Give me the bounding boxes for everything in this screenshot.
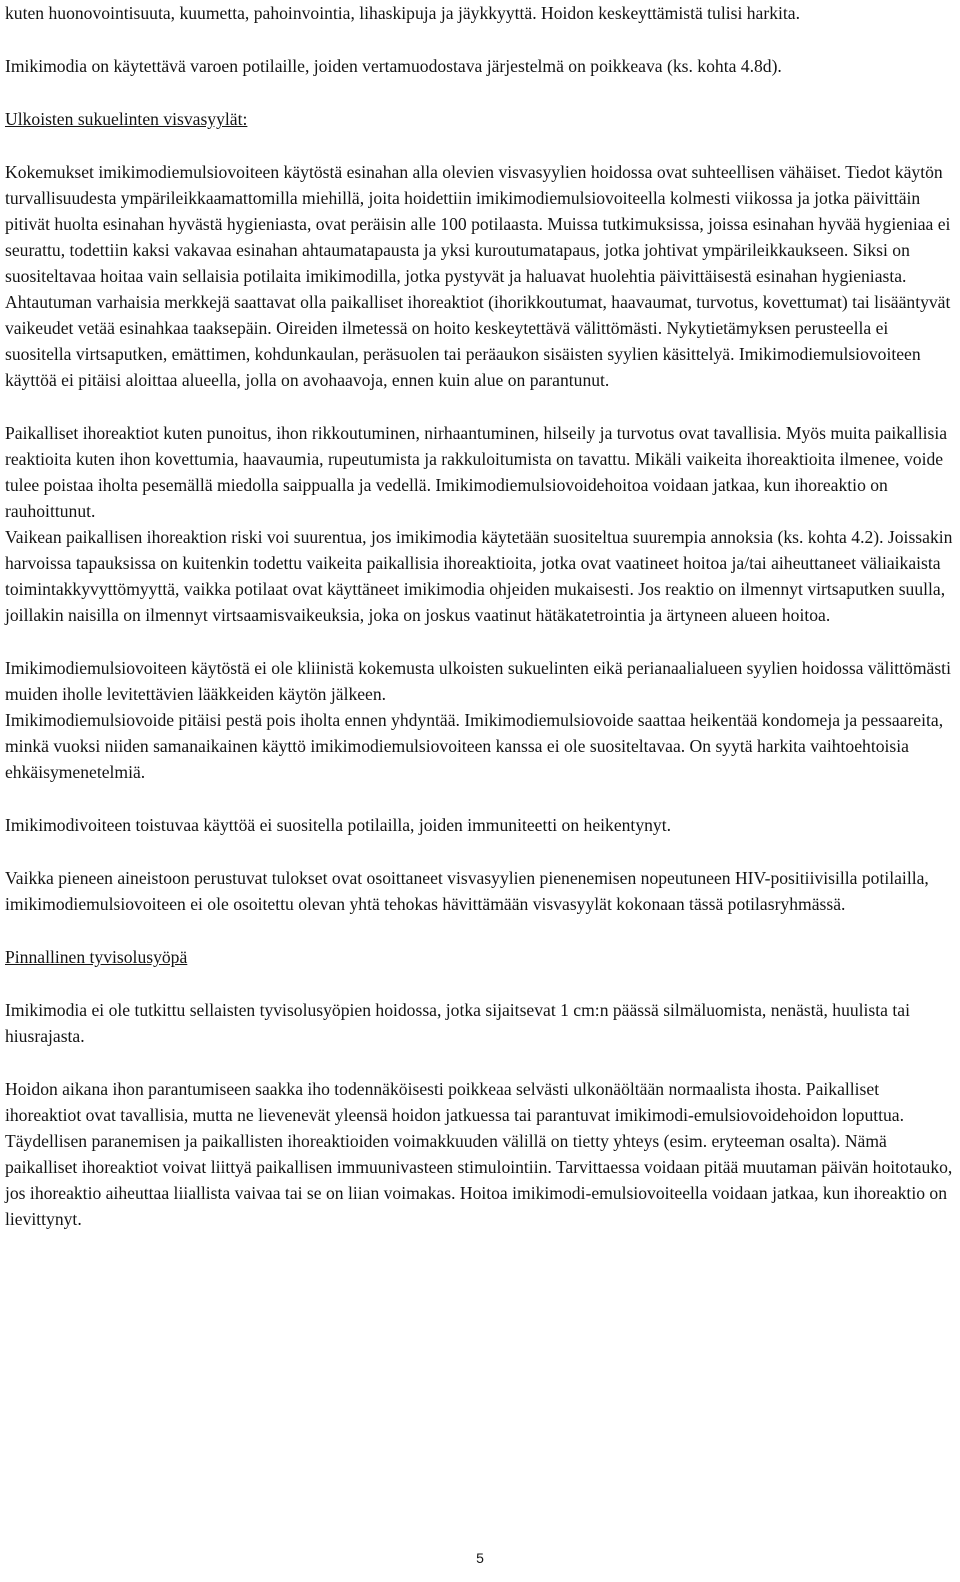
- paragraph-hoidon-keskeyttaminen: kuten huonovointisuuta, kuumetta, pahoinvointia, lihaskipuja ja jäykkyyttä. Hoidon keskeyttämistä tulisi harkita.: [5, 3, 801, 23]
- section-heading-tyvisolusyopa: Pinnallinen tyvisolusyöpä: [5, 947, 188, 967]
- paragraph-vaikea-ihoreaktio: Vaikean paikallisen ihoreaktion riski voi suurentua, jos imikimodia käytetään suositeltua suurempia annoksia (ks. kohta 4.2). Joissakin harvoissa tapauksissa on kuitenkin todettu vaikeita paikallisia ihoreaktioita, jotka ovat vaatineet hoitoa ja/tai aiheuttaneet väliaikaista toimintakkyvyttömyyttä, vaikka potilaat ovat käyttäneet imikimodia ohjeiden mukaisesti. Jos reaktio on ilmennyt virtsaputken suulla, joillakin naisilla on ilmennyt virtsaamisvaikeuksia, joka on joskus vaatinut hätäkatetrointia ja ärtyneen alueen hoitoa.: [5, 527, 953, 625]
- section-heading-visvasyylat: Ulkoisten sukuelinten visvasyylät:: [5, 109, 248, 129]
- paragraph-hiv: Vaikka pieneen aineistoon perustuvat tulokset ovat osoittaneet visvasyylien pienenemisen nopeutuneen HIV-positiivisilla potilailla, imikimodiemulsiovoiteen ei ole osoitettu olevan yhtä tehokas hävittämään visvasyylät kokonaan tässä potilasryhmässä.: [5, 868, 929, 914]
- paragraph-esinahka: Kokemukset imikimodiemulsiovoiteen käytöstä esinahan alla olevien visvasyylien hoidossa ovat suhteellisen vähäiset. Tiedot käytön turvallisuudesta ympärileikkaamattomilla miehillä, joita hoidettiin imikimodiemulsiovoiteella kolmesti viikossa ja jotka päivittäin pitivät huolta esinahan hyvästä hygieniasta, ovat peräisin alle 100 potilaasta. Muissa tutkimuksissa, joissa esinahan hyvää hygieniaa ei seurattu, todettiin kaksi vakavaa esinahan ahtaumatapausta ja yksi kuroutumatapaus, jotka johtivat ympärileikkaukseen. Siksi on suositeltavaa hoitaa vain sellaisia potilaita imikimodilla, jotka pystyvät ja haluavat huolehtia päivittäisestä esinahan hygieniasta. Ahtautuman varhaisia merkkejä saattavat olla paikalliset ihoreaktiot (ihorikkoutumat, haavaumat, turvotus, kovettumat) tai lisääntyvät vaikeudet vetää esinahkaa taaksepäin. Oireiden ilmetessä on hoito keskeytettävä välittömästi. Nykytietämyksen perusteella ei suositella virtsaputken, emättimen, kohdunkaulan, peräsuolen tai peräaukon sisäisten syylien käsittelyä. Imikimodiemulsiovoiteen käyttöä ei pitäisi aloittaa alueella, jolla on avohaavoja, ennen kuin alue on parantunut.: [5, 162, 951, 390]
- paragraph-paikalliset-ihoreaktiot: Paikalliset ihoreaktiot kuten punoitus, ihon rikkoutuminen, nirhaantuminen, hilseily ja turvotus ovat tavallisia. Myös muita paikallisia reaktioita kuten ihon kovettumia, haavaumia, rupeutumista ja rakkuloitumista on tavattu. Mikäli vaikeita ihoreaktioita ilmenee, voide tulee poistaa iholta pesemällä miedolla saippualla ja vedellä. Imikimodiemulsiovoidehoitoa voidaan jatkaa, kun ihoreaktio on rauhoittunut.: [5, 423, 948, 521]
- paragraph-komplementti: Imikimodia on käytettävä varoen potilaille, joiden vertamuodostava järjestelmä on poikkeava (ks. kohta 4.8d).: [5, 56, 782, 76]
- page-number: 5: [476, 1550, 484, 1566]
- paragraph-immuniteetti: Imikimodivoiteen toistuvaa käyttöä ei suositella potilailla, joiden immuniteetti on heikentynyt.: [5, 815, 671, 835]
- paragraph-ihon-parantuminen: Hoidon aikana ihon parantumiseen saakka iho todennäköisesti poikkeaa selvästi ulkonäöltään normaalista ihosta. Paikalliset ihoreaktiot ovat tavallisia, mutta ne lievenevät yleensä hoidon jatkuessa tai parantuvat imikimodi-emulsiovoidehoidon loputtua. Täydellisen paranemisen ja paikallisten ihoreaktioiden voimakkuuden välillä on tietty yhteys (esim. eryteeman osalta). Nämä paikalliset ihoreaktiot voivat liittyä paikallisen immuunivasteen stimulointiin. Tarvittaessa voidaan pitää muutaman päivän hoitotauko, jos ihoreaktio aiheuttaa liiallista vaivaa tai se on liian voimakas. Hoitoa imikimodi-emulsiovoiteella voidaan jatkaa, kun ihoreaktio on lievittynyt.: [5, 1079, 953, 1229]
- paragraph-sijainti: Imikimodia ei ole tutkittu sellaisten tyvisolusyöpien hoidossa, jotka sijaitsevat 1 cm:n päässä silmäluomista, nenästä, huulista tai hiusrajasta.: [5, 1000, 910, 1046]
- paragraph-muut-laakkeet: Imikimodiemulsiovoiteen käytöstä ei ole kliinistä kokemusta ulkoisten sukuelinten eikä perianaalialueen syylien hoidossa välittömästi muiden iholle levitettävien lääkkeiden käytön jälkeen.: [5, 658, 951, 704]
- paragraph-kondomit: Imikimodiemulsiovoide pitäisi pestä pois iholta ennen yhdyntää. Imikimodiemulsiovoide saattaa heikentää kondomeja ja pessaareita, minkä vuoksi niiden samanaikainen käyttö imikimodiemulsiovoiteen kanssa ei ole suositeltavaa. On syytä harkita vaihtoehtoisia ehkäisymenetelmiä.: [5, 710, 944, 782]
- document-page: [5, 0, 955, 1232]
